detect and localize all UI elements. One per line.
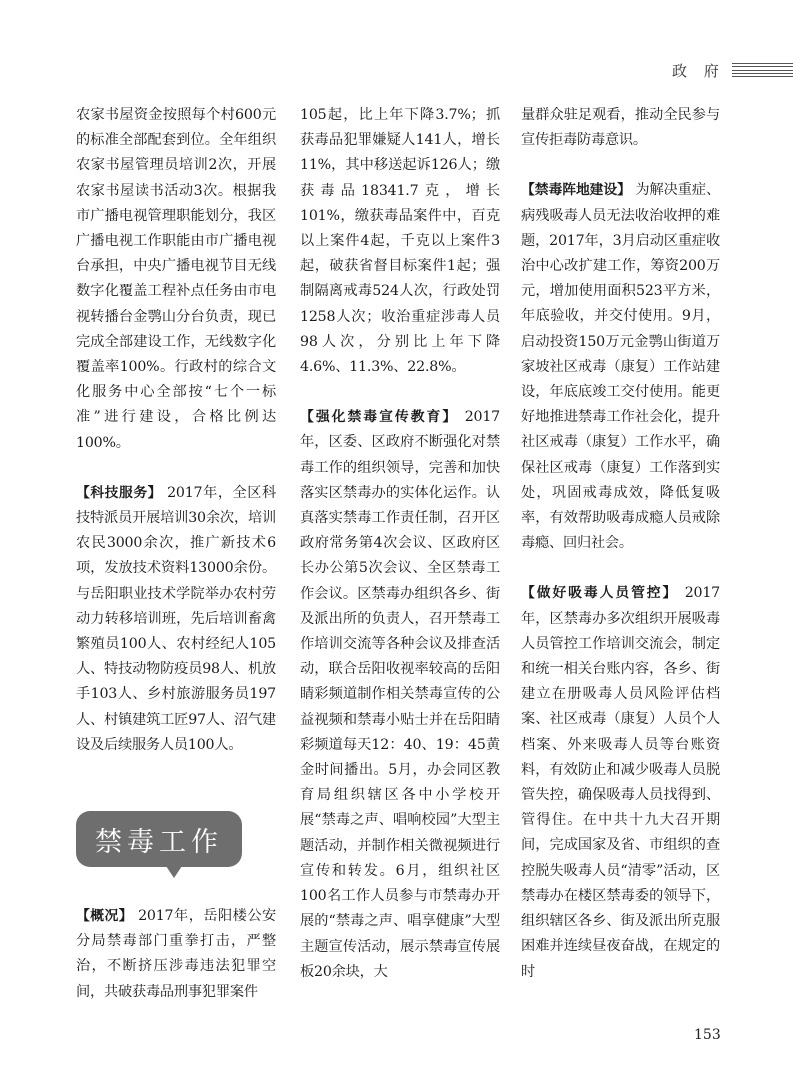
- column-3: [521, 103, 720, 985]
- text-facility: 为解决重症、病残吸毒人员无法收治收押的难题，2017年，3月启动区重症收治中心改扩建工作，筹资200万元，增加使用面积523平方米，年底验收，并交付使用。9月，启动投资150万元金鹗山街道万家坡社区戒毒（康复）工作站建设，年底底竣工交付使用。能更好地推进禁毒工作社会化，提升社区戒毒（康复）工作水平，确保社区戒毒（康复）工作落到实处，巩固戒毒成效，降低复吸率，有效帮助吸毒成瘾人员戒除毒瘾、回归社会。: [521, 182, 720, 552]
- paragraph-continuation: 量群众驻足观看，推动全民参与宣传拒毒防毒意识。: [521, 107, 720, 149]
- text-tech-services: 2017年，全区科技特派员开展培训30余次，培训农民3000余次，推广新技术6项，发放技术资料13000余份。与岳阳职业技术学院举办农村劳动力转移培训班，先后培训畜禽繁殖员100人、农村经纪人105人、特技动物防疫员98人、机放手103人、乡村旅游服务员197人、村镇建筑工匠97人、沼气建设及后续服务人员100人。: [76, 484, 276, 753]
- heading-tech-services: 【科技服务】: [76, 484, 163, 501]
- text-control: 2017年，区禁毒办多次组织开展吸毒人员管控工作培训交流会，制定和统一相关台账内容，各乡、街建立在册吸毒人员风险评估档案、社区戒毒（康复）人员个人档案、外来吸毒人员等台账资料，有效防止和减少吸毒人员脱管失控，确保吸毒人员找得到、管得住。在中共十九大召开期间，完成国家及省、市组织的查控脱失吸毒人员“清零”活动，区禁毒办在楼区禁毒委的领导下，组织辖区各乡、街及派出所克服困难并连续昼夜奋战，在规定的时: [521, 585, 721, 980]
- paragraph-statistics: 105起，比上年下降3.7%；抓获毒品犯罪嫌疑人141人，增长11%，其中移送起诉126人；缴获毒品18341.7克，增长101%，缴获毒品案件中，百克以上案件4起，千克以上案件3起，破获省督目标案件1起；强制隔离戒毒524人次，行政处罚1258人次；收治重症涉毒人员98人次，分别比上年下降4.6%、11.3%、22.8%。: [300, 107, 500, 376]
- paragraph-overview: [76, 904, 276, 1005]
- paragraph-publicity: [300, 405, 500, 985]
- column-2: [300, 103, 500, 985]
- column-1: [76, 103, 276, 758]
- section-banner-drug-control: 禁毒工作: [76, 811, 242, 867]
- paragraph-control: [521, 581, 720, 984]
- paragraph-facility: [521, 178, 720, 556]
- text-publicity: 2017年，区委、区政府不断强化对禁毒工作的组织领导，完善和加快落实区禁毒办的实体化运作。认真落实禁毒工作责任制，召开区政府常务第4次会议、区政府区长办公第5次会议、全区禁毒工作会议。区禁毒办组织各乡、街及派出所的负责人，召开禁毒工作培训交流等各种会议及排查活动，联合岳阳收视率较高的岳阳睛彩频道制作相关禁毒宣传的公益视频和禁毒小贴士并在岳阳睛彩频道每天12：40、19：45黄金时间播出。5月，办会同区教育局组织辖区各中小学校开展“禁毒之声、唱响校园”大型主题活动，并制作相关微视频进行宣传和转发。6月，组织社区100名工作人员参与市禁毒办开展的“禁毒之声、唱享健康”大型主题宣传活动，展示禁毒宣传展板20余块，大: [300, 409, 500, 980]
- banner-pointer: [166, 866, 182, 878]
- text-overview: 2017年，岳阳楼公安分局禁毒部门重拳打击，严整治，不断挤压涉毒违法犯罪空间，共破获毒品刑事犯罪案件: [76, 908, 276, 1000]
- heading-facility: 【禁毒阵地建设】: [521, 182, 631, 199]
- page-number: 153: [694, 1027, 721, 1043]
- section-title: 政 府: [672, 62, 725, 80]
- heading-overview: 【概况】: [76, 908, 134, 924]
- heading-control: 【做好吸毒人员管控】: [521, 585, 679, 602]
- paragraph-library-broadcast: 农家书屋资金按照每个村600元的标准全部配套到位。全年组织农家书屋管理员培训2次，开展农家书屋读书活动3次。根据我市广播电视管理职能划分，我区广播电视工作职能由市广播电视台承担，中央广播电视节目无线数字化覆盖工程补点任务由市电视转播台金鹗山分台负责，现已完成全部建设工作，无线数字化覆盖率100%。行政村的综合文化服务中心全部按“七个一标准”进行建设，合格比例达100%。: [76, 107, 276, 451]
- column-1-bottom: [76, 904, 276, 1005]
- heading-publicity: 【强化禁毒宣传教育】: [300, 409, 459, 426]
- header-decoration-lines: [732, 63, 793, 77]
- paragraph-tech-services: [76, 481, 276, 758]
